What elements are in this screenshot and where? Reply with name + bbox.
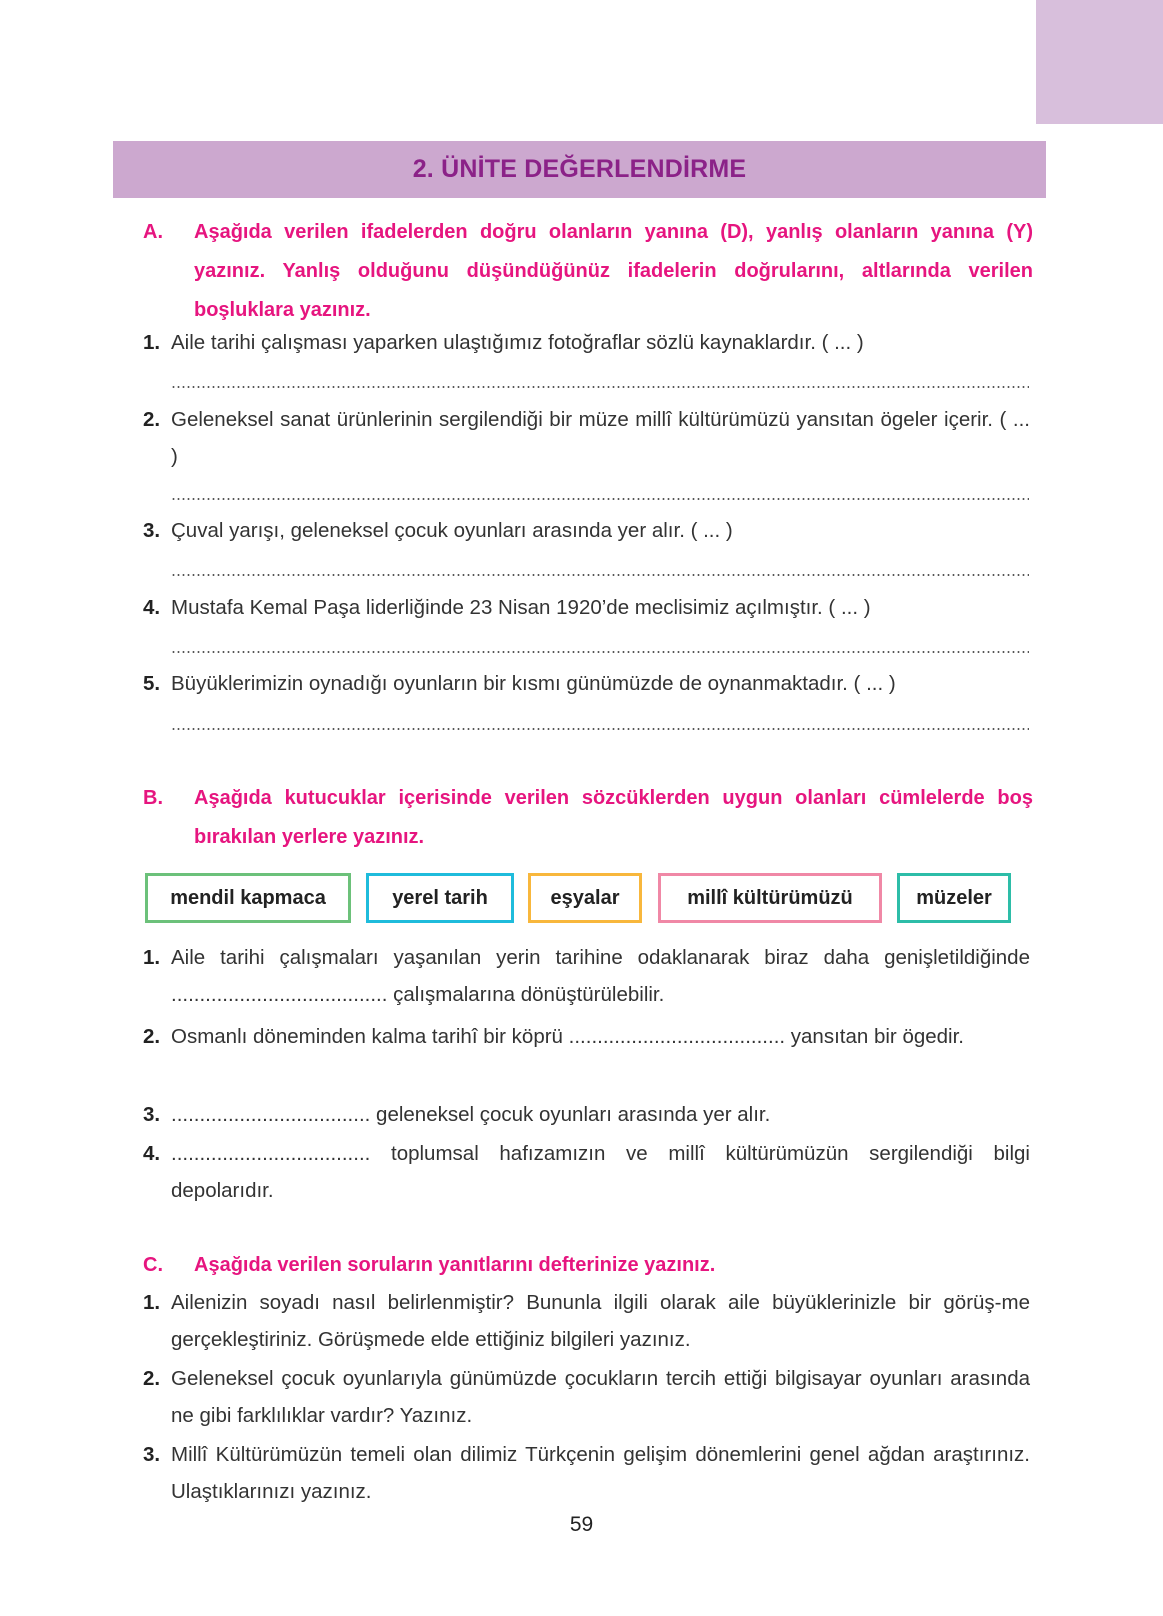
item-number: 1. xyxy=(143,946,161,969)
word-box-yerel-tarih xyxy=(366,873,514,923)
answer-line-a1[interactable] xyxy=(171,385,1029,389)
item-number: 4. xyxy=(143,596,161,619)
section-c-item-2 xyxy=(143,1360,1030,1434)
answer-line-a3[interactable] xyxy=(171,573,1029,577)
section-c-instruction: Aşağıda verilen soruların yanıtlarını defterinize yazınız. xyxy=(194,1254,716,1276)
item-number: 1. xyxy=(143,1291,161,1314)
corner-tab-decoration xyxy=(1036,0,1163,124)
answer-line-a4[interactable] xyxy=(171,650,1029,654)
word-box-mendil-kapmaca xyxy=(145,873,351,923)
section-a-item-4 xyxy=(143,589,1030,626)
item-text: Geleneksel çocuk oyunlarıyla günümüzde çocukların tercih ettiği bilgisayar oyunları arasında ne gibi farklılıklar vardır? Yazınız. xyxy=(171,1367,1030,1427)
section-a-instruction: Aşağıda verilen ifadelerden doğru olanların yanına (D), yanlış olanların yanına (Y) yazınız. Yanlış olduğunu düşündüğünüz ifadelerin doğrularını, altlarında verilen boşluklara yazınız. xyxy=(194,221,1033,321)
word-label: mendil kapmaca xyxy=(170,886,326,909)
section-b-heading xyxy=(143,779,1033,857)
item-text: Büyüklerimizin oynadığı oyunların bir kısmı günümüzde de oynanmaktadır. ( ... ) xyxy=(171,672,896,695)
item-text: ................................... toplumsal hafızamızın ve millî kültürümüzün sergilendiği bilgi depolarıdır. xyxy=(171,1142,1030,1202)
section-b-letter: B. xyxy=(143,787,163,809)
page-number: 59 xyxy=(569,1513,594,1536)
word-label: eşyalar xyxy=(550,886,620,909)
page-title: 2. ÜNİTE DEĞERLENDİRME xyxy=(412,155,747,183)
item-number: 3. xyxy=(143,1443,161,1466)
section-b-item-3 xyxy=(143,1096,1030,1133)
item-number: 3. xyxy=(143,519,161,542)
item-text: Ailenizin soyadı nasıl belirlenmiştir? Bununla ilgili olarak aile büyüklerinizle bir görüş-me gerçekleştiriniz. Görüşmede elde ettiğiniz bilgileri yazınız. xyxy=(171,1291,1030,1351)
word-box-milli-kulturumuzu xyxy=(658,873,882,923)
section-c-item-1 xyxy=(143,1284,1030,1358)
section-a-heading xyxy=(143,213,1033,330)
item-text: Çuval yarışı, geleneksel çocuk oyunları arasında yer alır. ( ... ) xyxy=(171,519,733,542)
item-number: 5. xyxy=(143,672,161,695)
section-a-item-3 xyxy=(143,512,1030,549)
item-text: ................................... geleneksel çocuk oyunları arasında yer alır. xyxy=(171,1103,771,1126)
section-b-item-2 xyxy=(143,1018,1030,1055)
item-text: Geleneksel sanat ürünlerinin sergilendiği bir müze millî kültürümüzü yansıtan ögeler içerir. ( ... ) xyxy=(171,408,1030,468)
item-text: Osmanlı döneminden kalma tarihî bir köprü ...................................... yansıtan bir ögedir. xyxy=(171,1025,965,1048)
section-a-item-1 xyxy=(143,324,1030,361)
word-box-muzeler xyxy=(897,873,1011,923)
answer-line-a2[interactable] xyxy=(171,497,1029,501)
section-b-item-1 xyxy=(143,939,1030,1013)
item-number: 3. xyxy=(143,1103,161,1126)
item-number: 2. xyxy=(143,1367,161,1390)
word-label: yerel tarih xyxy=(392,886,488,909)
section-a-item-2 xyxy=(143,401,1030,475)
section-b-instruction: Aşağıda kutucuklar içerisinde verilen sözcüklerden uygun olanları cümlelerde boş bırakılan yerlere yazınız. xyxy=(194,787,1033,848)
item-number: 1. xyxy=(143,331,161,354)
section-c-letter: C. xyxy=(143,1254,163,1276)
section-a-letter: A. xyxy=(143,221,163,243)
item-text: Aile tarihi çalışması yaparken ulaştığımız fotoğraflar sözlü kaynaklardır. ( ... ) xyxy=(171,331,864,354)
item-number: 2. xyxy=(143,1025,161,1048)
section-b-item-4 xyxy=(143,1135,1030,1209)
unit-title-band xyxy=(113,141,1046,198)
word-label: millî kültürümüzü xyxy=(687,886,853,909)
item-text: Aile tarihi çalışmaları yaşanılan yerin tarihine odaklanarak biraz daha genişletildiğinde ...................................... çalışmalarına dönüştürülebilir. xyxy=(171,946,1030,1006)
item-text: Mustafa Kemal Paşa liderliğinde 23 Nisan 1920’de meclisimiz açılmıştır. ( ... ) xyxy=(171,596,871,619)
word-label: müzeler xyxy=(916,886,992,909)
item-text: Millî Kültürümüzün temeli olan dilimiz Türkçenin gelişim dönemlerini genel ağdan araştırınız. Ulaştıklarınızı yazınız. xyxy=(171,1443,1030,1503)
section-a-item-5 xyxy=(143,665,1030,702)
item-number: 2. xyxy=(143,408,161,431)
word-box-esyalar xyxy=(528,873,642,923)
answer-line-a5[interactable] xyxy=(171,727,1029,731)
section-c-item-3 xyxy=(143,1436,1030,1510)
section-c-heading xyxy=(143,1246,1033,1285)
item-number: 4. xyxy=(143,1142,161,1165)
